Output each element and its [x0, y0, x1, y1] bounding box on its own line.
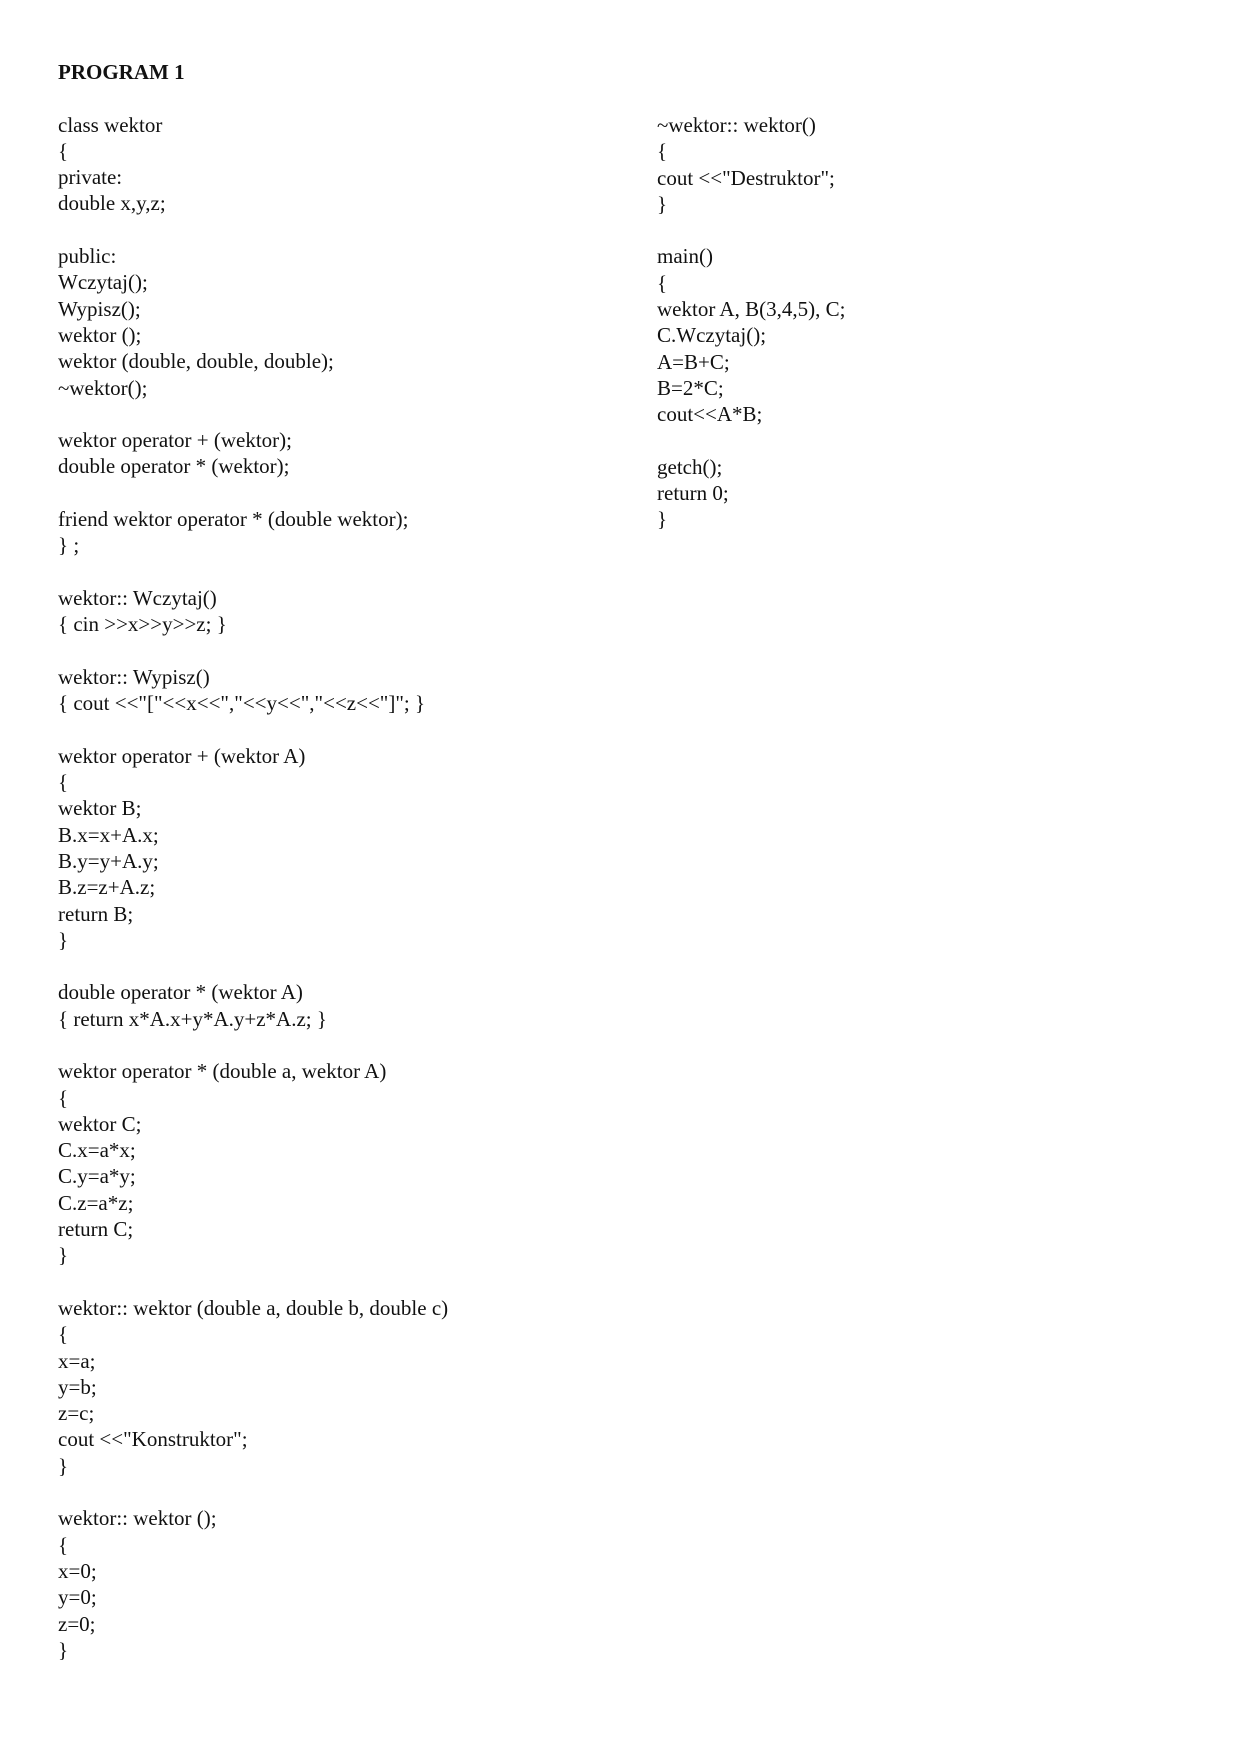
code-line: } [58, 1637, 69, 1662]
code-line: wektor:: wektor (double a, double b, double c) [58, 1295, 449, 1320]
code-line: Wypisz(); [58, 296, 141, 321]
code-line: } [657, 507, 668, 532]
code-line: C.y=a*y; [58, 1164, 136, 1189]
page-title: PROGRAM 1 [58, 60, 185, 84]
code-line: { [657, 139, 668, 164]
code-line: private: [58, 165, 123, 190]
code-line: x=a; [58, 1348, 96, 1373]
code-line: z=0; [58, 1611, 96, 1636]
code-line: wektor C; [58, 1111, 142, 1136]
code-line: double x,y,z; [58, 191, 166, 216]
code-line: B.z=z+A.z; [58, 875, 156, 900]
code-line: Wczytaj(); [58, 270, 148, 295]
code-line [657, 428, 845, 454]
code-line: return C; [58, 1217, 134, 1242]
code-line: { cout <<"["<<x<<","<<y<<","<<z<<"]"; } [58, 691, 426, 716]
code-line: C.Wczytaj(); [657, 323, 767, 348]
code-line: } ; [58, 533, 80, 558]
code-line: y=0; [58, 1585, 97, 1610]
code-line: wektor:: Wypisz() [58, 664, 210, 689]
code-line: class wektor [58, 112, 163, 137]
code-line: wektor operator + (wektor A) [58, 743, 306, 768]
code-line: wektor (); [58, 322, 142, 347]
code-line: getch(); [657, 454, 723, 479]
code-line: public: [58, 244, 117, 269]
code-line: y=b; [58, 1374, 97, 1399]
code-line [657, 217, 845, 243]
code-line: } [58, 1453, 69, 1478]
code-line: wektor:: Wczytaj() [58, 585, 217, 610]
code-line: } [657, 191, 668, 216]
code-line: } [58, 1243, 69, 1268]
code-line: A=B+C; [657, 349, 730, 374]
code-line: friend wektor operator * (double wektor); [58, 507, 409, 532]
code-line: wektor B; [58, 796, 142, 821]
code-line [58, 85, 448, 111]
code-line: double operator * (wektor A) [58, 980, 303, 1005]
code-line [58, 401, 448, 427]
code-line: double operator * (wektor); [58, 454, 290, 479]
code-line: wektor:: wektor (); [58, 1506, 217, 1531]
code-line: ~wektor(); [58, 375, 148, 400]
code-line: { cin >>x>>y>>z; } [58, 612, 227, 637]
code-line [58, 638, 448, 664]
code-line: x=0; [58, 1558, 97, 1583]
code-line: { [657, 270, 668, 295]
code-line: wektor operator * (double a, wektor A) [58, 1059, 387, 1084]
code-line [58, 953, 448, 979]
code-line: main() [657, 244, 713, 269]
code-line: cout<<A*B; [657, 402, 763, 427]
code-line: return 0; [657, 481, 729, 506]
code-line [58, 559, 448, 585]
code-line [58, 716, 448, 742]
code-line: C.x=a*x; [58, 1138, 136, 1163]
code-line: wektor A, B(3,4,5), C; [657, 297, 846, 322]
left-code-column [58, 59, 448, 1663]
code-line: return B; [58, 901, 134, 926]
code-line: B.x=x+A.x; [58, 822, 159, 847]
code-line: { [58, 770, 69, 795]
code-line: cout <<"Destruktor"; [657, 165, 835, 190]
code-line: { [58, 1322, 69, 1347]
code-line [58, 480, 448, 506]
code-line: B.y=y+A.y; [58, 848, 159, 873]
code-line: C.z=a*z; [58, 1190, 134, 1215]
code-line: z=c; [58, 1401, 95, 1426]
code-line [58, 1032, 448, 1058]
code-line: wektor (double, double, double); [58, 349, 334, 374]
code-line: { return x*A.x+y*A.y+z*A.z; } [58, 1006, 327, 1031]
code-line: { [58, 138, 69, 163]
code-line [58, 1479, 448, 1505]
code-line [58, 1269, 448, 1295]
code-line: { [58, 1532, 69, 1557]
code-line: ~wektor:: wektor() [657, 113, 816, 137]
right-code-column [657, 112, 845, 533]
code-line [58, 217, 448, 243]
code-line: { [58, 1085, 69, 1110]
code-line: wektor operator + (wektor); [58, 428, 293, 453]
code-line: } [58, 927, 69, 952]
code-line: cout <<"Konstruktor"; [58, 1427, 248, 1452]
code-line: B=2*C; [657, 375, 724, 400]
